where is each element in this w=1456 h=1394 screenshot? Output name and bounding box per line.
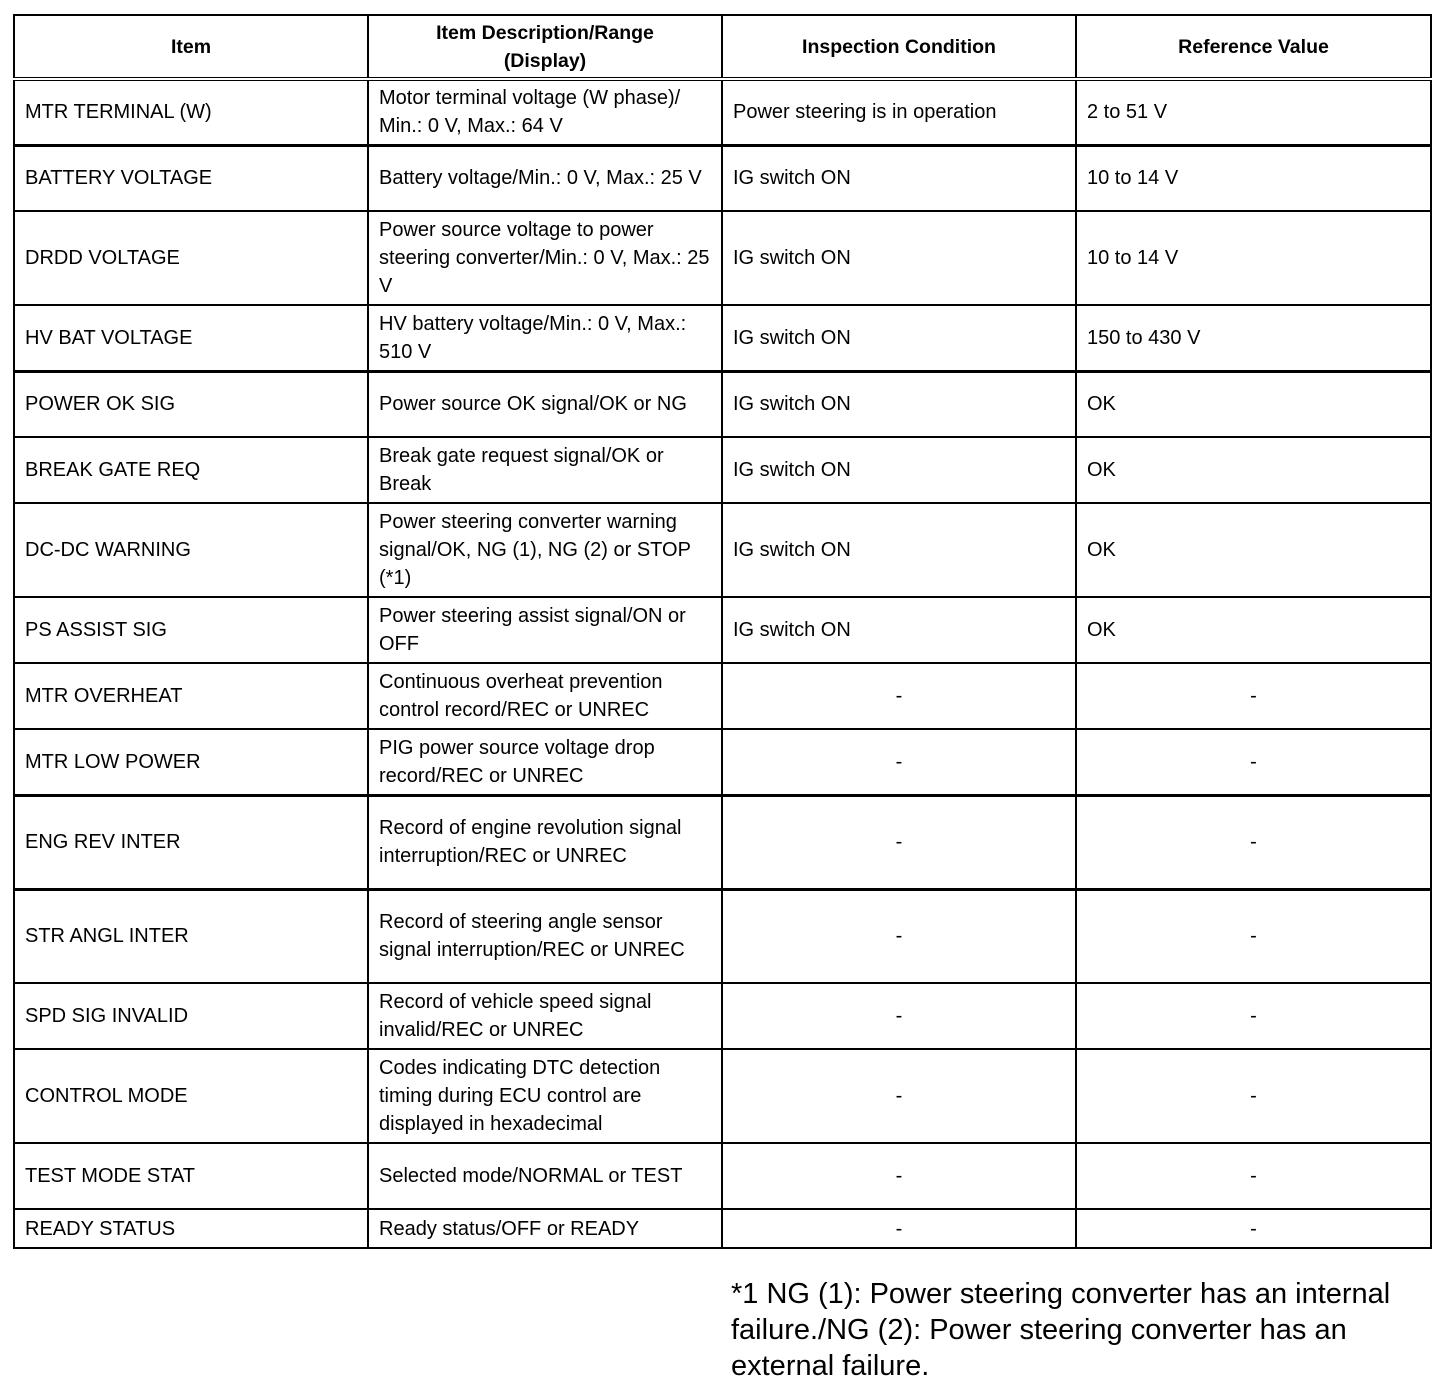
cell-item: POWER OK SIG [14,371,368,437]
cell-description: Battery voltage/Min.: 0 V, Max.: 25 V [368,145,722,211]
cell-condition: - [722,1209,1076,1248]
cell-description: Record of engine revolution signal interruption/REC or UNREC [368,795,722,889]
cell-reference: OK [1076,503,1431,597]
cell-condition: IG switch ON [722,437,1076,503]
header-condition: Inspection Condition [722,15,1076,79]
cell-reference: 10 to 14 V [1076,145,1431,211]
cell-condition: - [722,663,1076,729]
table-row [14,983,1431,1049]
cell-reference: OK [1076,371,1431,437]
cell-condition: - [722,889,1076,983]
table-row [14,503,1431,597]
cell-reference: - [1076,729,1431,795]
cell-description: Codes indicating DTC detection timing during ECU control are displayed in hexadecimal [368,1049,722,1143]
table-row [14,79,1431,145]
cell-condition: IG switch ON [722,503,1076,597]
cell-description: Power source OK signal/OK or NG [368,371,722,437]
cell-description: Break gate request signal/OK or Break [368,437,722,503]
table-row [14,1209,1431,1248]
cell-reference: - [1076,1049,1431,1143]
cell-condition: Power steering is in operation [722,79,1076,145]
cell-description: Power steering converter warning signal/OK, NG (1), NG (2) or STOP (*1) [368,503,722,597]
cell-item: MTR OVERHEAT [14,663,368,729]
cell-item: ENG REV INTER [14,795,368,889]
cell-reference: OK [1076,437,1431,503]
cell-description: Motor terminal voltage (W phase)/ Min.: 0 V, Max.: 64 V [368,79,722,145]
cell-item: TEST MODE STAT [14,1143,368,1209]
table-row [14,437,1431,503]
cell-item: SPD SIG INVALID [14,983,368,1049]
cell-description: Record of steering angle sensor signal interruption/REC or UNREC [368,889,722,983]
header-description-line2: (Display) [503,49,587,72]
cell-condition: IG switch ON [722,145,1076,211]
table-row [14,597,1431,663]
cell-reference: - [1076,663,1431,729]
cell-description: PIG power source voltage drop record/REC or UNREC [368,729,722,795]
cell-item: DRDD VOLTAGE [14,211,368,305]
cell-item: MTR LOW POWER [14,729,368,795]
footnote: *1 NG (1): Power steering converter has an internal failure./NG (2): Power steering converter has an external failure. [731,1278,1391,1382]
table-row [14,145,1431,211]
header-item: Item [14,15,368,79]
cell-reference: 2 to 51 V [1076,79,1431,145]
cell-condition: IG switch ON [722,597,1076,663]
cell-item: STR ANGL INTER [14,889,368,983]
cell-item: CONTROL MODE [14,1049,368,1143]
cell-item: DC-DC WARNING [14,503,368,597]
table-header-row [14,15,1431,79]
cell-description: HV battery voltage/Min.: 0 V, Max.: 510 V [368,305,722,371]
cell-condition: - [722,1049,1076,1143]
cell-condition: IG switch ON [722,371,1076,437]
table-row [14,795,1431,889]
table-row [14,305,1431,371]
cell-reference: - [1076,1143,1431,1209]
cell-condition: - [722,983,1076,1049]
cell-condition: - [722,1143,1076,1209]
cell-item: HV BAT VOLTAGE [14,305,368,371]
cell-reference: - [1076,889,1431,983]
cell-description: Continuous overheat prevention control record/REC or UNREC [368,663,722,729]
cell-description: Power steering assist signal/ON or OFF [368,597,722,663]
cell-description: Selected mode/NORMAL or TEST [368,1143,722,1209]
cell-item: MTR TERMINAL (W) [14,79,368,145]
cell-reference: - [1076,983,1431,1049]
header-reference: Reference Value [1076,15,1431,79]
table-row [14,729,1431,795]
cell-condition: - [722,795,1076,889]
cell-item: BATTERY VOLTAGE [14,145,368,211]
table-row [14,1143,1431,1209]
table-row [14,889,1431,983]
cell-description: Power source voltage to power steering converter/Min.: 0 V, Max.: 25 V [368,211,722,305]
cell-condition: IG switch ON [722,305,1076,371]
header-description [368,15,722,79]
cell-reference: OK [1076,597,1431,663]
table-row [14,371,1431,437]
cell-condition: IG switch ON [722,211,1076,305]
table-row [14,1049,1431,1143]
cell-item: BREAK GATE REQ [14,437,368,503]
cell-reference: 10 to 14 V [1076,211,1431,305]
cell-condition: - [722,729,1076,795]
cell-description: Record of vehicle speed signal invalid/REC or UNREC [368,983,722,1049]
table-row [14,663,1431,729]
cell-item: PS ASSIST SIG [14,597,368,663]
header-description-line1: Item Description/Range [436,21,654,44]
cell-reference: - [1076,1209,1431,1248]
cell-reference: 150 to 430 V [1076,305,1431,371]
cell-description: Ready status/OFF or READY [368,1209,722,1248]
table-row [14,211,1431,305]
cell-item: READY STATUS [14,1209,368,1248]
data-list-table [13,14,1432,1249]
cell-reference: - [1076,795,1431,889]
